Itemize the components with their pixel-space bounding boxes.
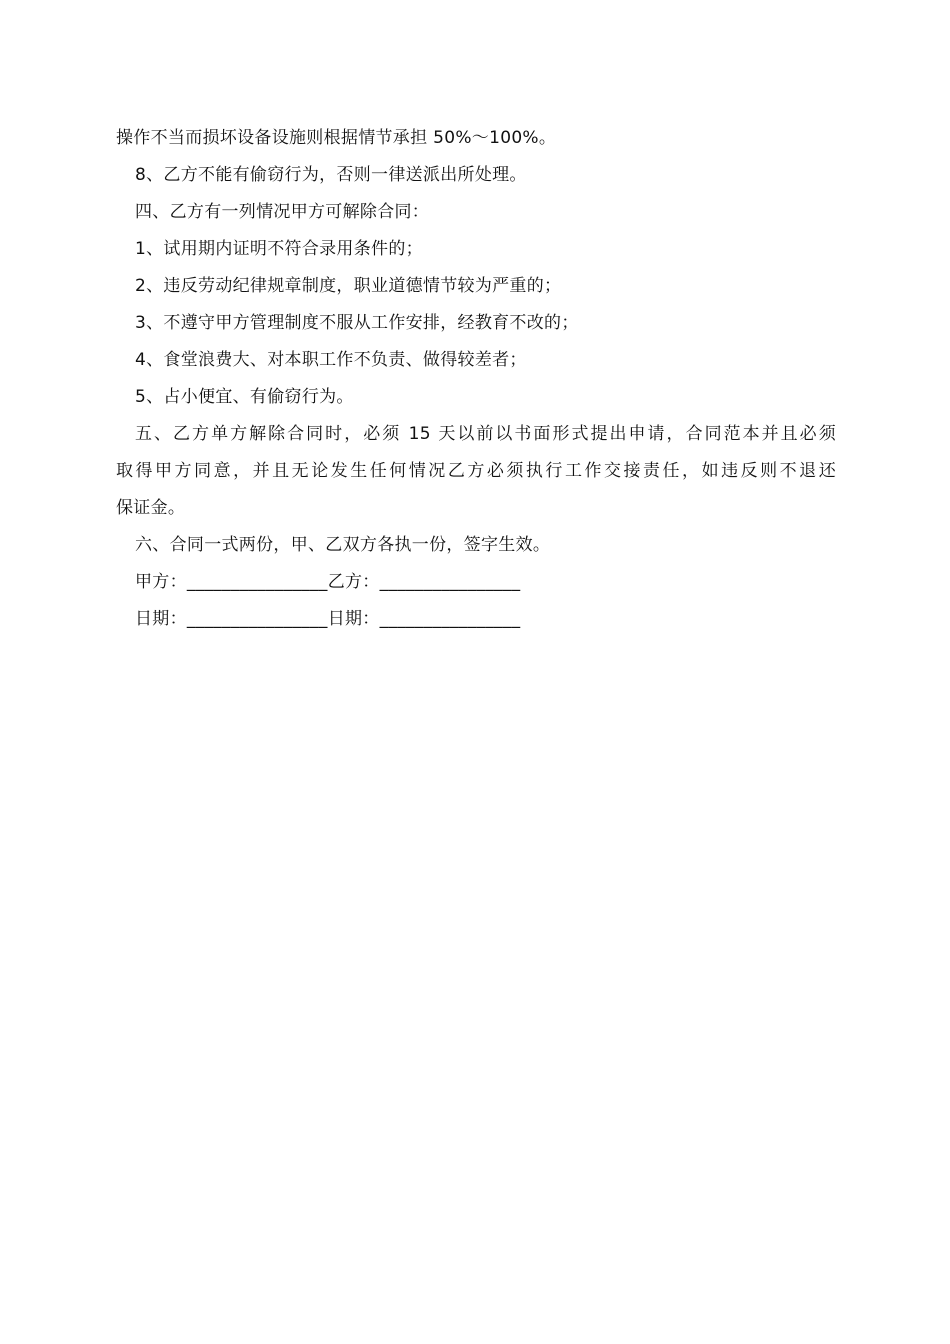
section-6-line: 六、合同一式两份，甲、乙双方各执一份，签字生效。 <box>135 535 551 555</box>
list-item-5: 5、占小便宜、有偷窃行为。 <box>135 387 354 407</box>
text-line-1: 操作不当而损坏设备设施则根据情节承担 50%～100%。 <box>116 128 557 148</box>
list-item-2: 2、违反劳动纪律规章制度，职业道德情节较为严重的； <box>135 276 562 296</box>
list-item-3: 3、不遵守甲方管理制度不服从工作安排，经教育不改的； <box>135 313 579 333</box>
list-item-4: 4、食堂浪费大、对本职工作不负责、做得较差者； <box>135 350 527 370</box>
document-body <box>116 120 836 638</box>
signature-line-parties: 甲方：________________乙方：________________ <box>135 572 521 592</box>
list-item-1: 1、试用期内证明不符合录用条件的； <box>135 239 423 259</box>
section-heading-4: 四、乙方有一列情况甲方可解除合同： <box>135 202 430 222</box>
section-5-line-2: 取得甲方同意，并且无论发生任何情况乙方必须执行工作交接责任，如违反则不退还 <box>116 461 836 481</box>
text-line-2: 8、乙方不能有偷窃行为，否则一律送派出所处理。 <box>135 165 527 185</box>
signature-line-dates: 日期：________________日期：________________ <box>135 609 521 629</box>
section-5-line-1: 五、乙方单方解除合同时，必须 15 天以前以书面形式提出申请，合同范本并且必须 <box>135 424 836 444</box>
section-5-line-3: 保证金。 <box>116 498 186 518</box>
